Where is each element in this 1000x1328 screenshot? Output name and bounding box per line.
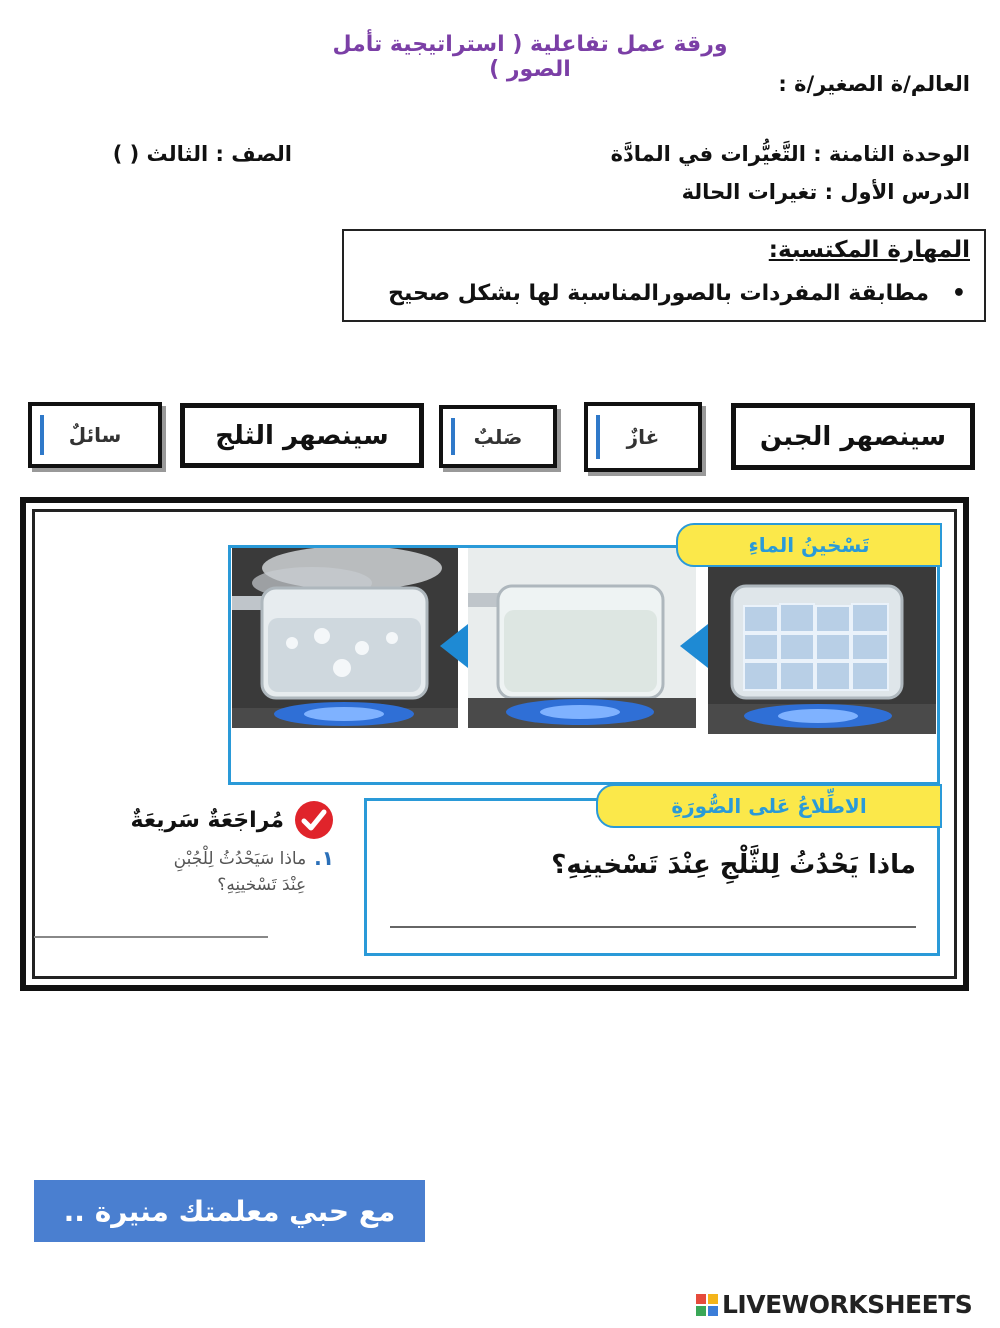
word-card-label: سينصهر الثلج [215,420,389,451]
quick-review [34,800,334,898]
arrow-left-icon [680,624,708,672]
answer-line [390,926,916,928]
boiling-water-image [232,548,458,728]
liquid-water-image [468,548,696,728]
word-card-solid[interactable] [439,405,557,468]
grade-label: الصف : الثالث ( ) [112,142,292,166]
brand-name: LIVEWORKSHEETS [722,1290,973,1319]
skill-bullet-text: مطابقة المفردات بالصورالمناسبة لها بشكل صحيح [388,281,929,306]
word-card-label: سينصهر الجبن [759,421,947,452]
skill-heading: المهارة المكتسبة: [768,237,970,263]
review-number: ١. [314,846,334,870]
look-at-image-tag: الاطِّلاعُ عَلى الصُّورَةِ [596,784,942,828]
student-name-label: العالم/ة الصغير/ة : [778,72,970,96]
heating-water-tag: تَسْخينُ الماءِ [676,523,942,567]
word-card-label: سائلٌ [68,423,122,447]
word-card-ice-melt[interactable] [180,403,424,468]
review-question-line1: ماذا سَيَحْدُثُ لِلْجُبْنِ [173,849,307,869]
check-icon [294,800,334,840]
review-answer-line [34,936,268,938]
liveworksheets-logo [696,1290,972,1319]
unit-label: الوحدة الثامنة : التَّغيُّرات في المادَّة [610,142,970,166]
worksheet-title: ورقة عمل تفاعلية ( استراتيجية تأمل الصور ) [332,32,728,82]
divider [306,782,374,785]
teacher-signature: مع حبي معلمتك منيرة .. [34,1180,425,1242]
ice-cubes-image [708,566,936,734]
review-question-line2: عِنْدَ تَسْخينِهِ؟ [217,875,307,895]
question-text: ماذا يَحْدُثُ لِلثَّلْجِ عِنْدَ تَسْخينِهِ؟ [551,850,916,880]
quick-review-title: مُراجَعَةٌ سَريعَةٌ [130,807,284,833]
word-card-label: غازٌ [626,425,660,449]
arrow-left-icon [440,624,468,672]
liveworksheets-icon [696,1294,718,1316]
word-card-label: صَلبٌ [473,424,523,449]
skill-bullet: • مطابقة المفردات بالصورالمناسبة لها بشكل صحيح [388,281,966,306]
word-card-liquid[interactable] [28,402,162,468]
skill-box [342,229,986,322]
word-card-cheese-melt[interactable] [731,403,975,470]
word-card-gas[interactable] [584,402,702,472]
lesson-label: الدرس الأول : تغيرات الحالة [681,180,970,204]
